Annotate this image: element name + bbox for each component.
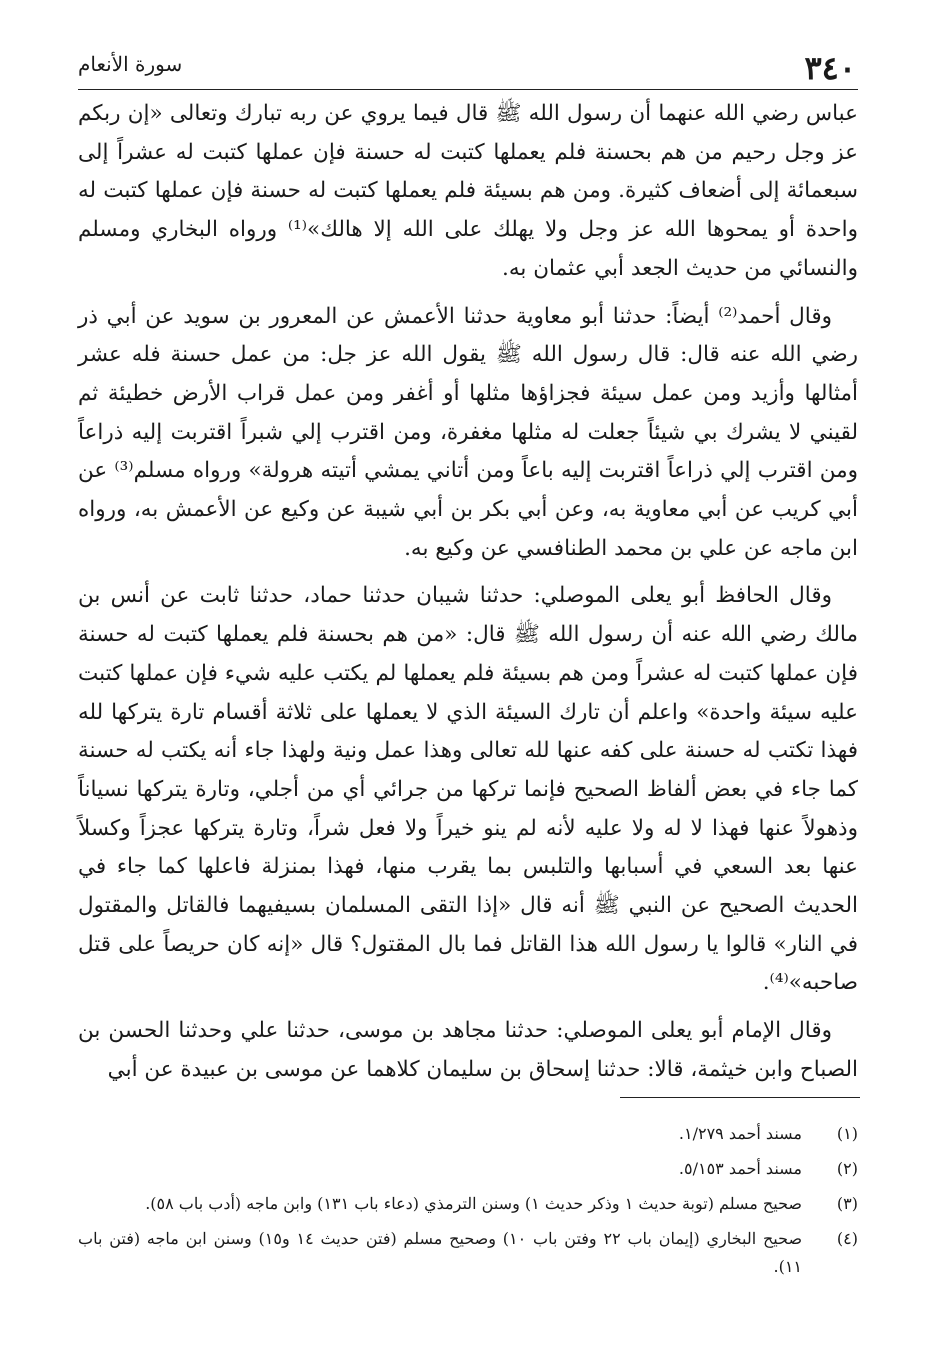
- paragraph: وقال الإمام أبو يعلى الموصلي: حدثنا مجاهد بن موسى، حدثنا علي وحدثنا الحسن بن الصباح وابن خيثمة، قالا: حدثنا إسحاق بن سليمان كلاهما عن موسى بن عبيدة عن أبي: [78, 1018, 858, 1082]
- footnote-number: (٢): [836, 1159, 858, 1178]
- footnotes: [78, 1120, 858, 1288]
- footnote: [78, 1190, 858, 1218]
- footnote-text: صحيح مسلم (توبة حديث ١ وذكر حديث ١) وسنن الترمذي (دعاء باب ١٣١) وابن ماجه (أدب باب ٥٨).: [145, 1194, 802, 1213]
- header-rule: [78, 89, 858, 90]
- footnote-rule: [620, 1097, 860, 1098]
- footnote: [78, 1120, 858, 1148]
- footnote: [78, 1155, 858, 1183]
- footnote-text: مسند أحمد ١/٢٧٩.: [678, 1124, 802, 1143]
- footnote-number: (١): [836, 1124, 858, 1143]
- paragraph: وقال أحمد⁽²⁾ أيضاً: حدثنا أبو معاوية حدثنا الأعمش عن المعرور بن سويد عن أبي ذر رضي الله عنه قال: قال رسول الله ﷺ يقول الله عز جل: من عمل حسنة فله عشر أمثالها وأزيد ومن عمل سيئة فجزاؤها مثلها أو أغفر ومن عمل قراب الأرض خطيئة ثم لقيني لا يشرك بي شيئاً جعلت له مثلها مغفرة، ومن اقترب إلي شبراً اقتربت إليه ذراعاً ومن اقترب إلي ذراعاً اقتربت إليه باعاً ومن أتاني يمشي أتيته هرولة» ورواه مسلم⁽³⁾ عن أبي كريب عن أبي معاوية به، وعن أبي بكر بن أبي شيبة عن وكيع عن الأعمش به، ورواه ابن ماجه عن علي بن محمد الطنافسي عن وكيع به.: [78, 303, 858, 561]
- footnote-number: (٣): [836, 1194, 858, 1213]
- footnote-number: (٤): [836, 1229, 858, 1248]
- paragraph: عباس رضي الله عنهما أن رسول الله ﷺ قال فيما يروي عن ربه تبارك وتعالى «إن ربكم عز وجل رحيم من هم بحسنة فلم يعملها كتبت له حسنة فإن عملها كتبت له عشراً إلى سبعمائة إلى أضعاف كثيرة. ومن هم بسيئة فلم يعملها كتبت له حسنة فإن عملها كتبت له واحدة أو يمحوها الله عز وجل ولا يهلك على الله إلا هالك»⁽¹⁾ ورواه البخاري ومسلم والنسائي من حديث الجعد أبي عثمان به.: [78, 101, 859, 281]
- footnote: [78, 1225, 858, 1281]
- footnote-text: صحيح البخاري (إيمان باب ٢٢ وفتن باب ١٠) وصحيح مسلم (فتن حديث ١٤ و١٥) وسنن ابن ماجه (فتن باب ١١).: [78, 1229, 803, 1276]
- body-text: [78, 95, 858, 1090]
- running-header: سورة الأنعام: [78, 52, 183, 76]
- page-number: ٣٤٠: [804, 49, 856, 87]
- footnote-text: مسند أحمد ٥/١٥٣.: [678, 1159, 802, 1178]
- paragraph: وقال الحافظ أبو يعلى الموصلي: حدثنا شيبان حدثنا حماد، حدثنا ثابت عن أنس بن مالك رضي الله عنه أن رسول الله ﷺ قال: «من هم بحسنة فلم يعملها كتبت له حسنة فإن عملها كتبت له عشراً ومن هم بسيئة فلم يعملها لم يكتب عليه شيء فإن عملها كتبت عليه سيئة واحدة» واعلم أن تارك السيئة الذي لا يعملها على ثلاثة أقسام تارة يتركها لله فهذا تكتب له حسنة على كفه عنها لله تعالى وهذا عمل ونية ولهذا جاء أنه يكتب له حسنة كما جاء في بعض ألفاظ الصحيح فإنما تركها من جرائي أي من أجلي، وتارة يتركها نسياناً وذهولاً عنها فهذا لا له ولا عليه لأنه لم ينو خيراً ولا فعل شراً، وتارة يتركها عجزاً وكسلاً عنها بعد السعي في أسبابها والتلبس بما يقرب منها، فهذا بمنزلة فاعلها كما جاء في الحديث الصحيح عن النبي ﷺ أنه قال «إذا التقى المسلمان بسيفيهما فالقاتل والمقتول في النار» قالوا يا رسول الله هذا القاتل فما بال المقتول؟ قال «إنه كان حريصاً على قتل صاحبه»⁽⁴⁾.: [78, 583, 858, 996]
